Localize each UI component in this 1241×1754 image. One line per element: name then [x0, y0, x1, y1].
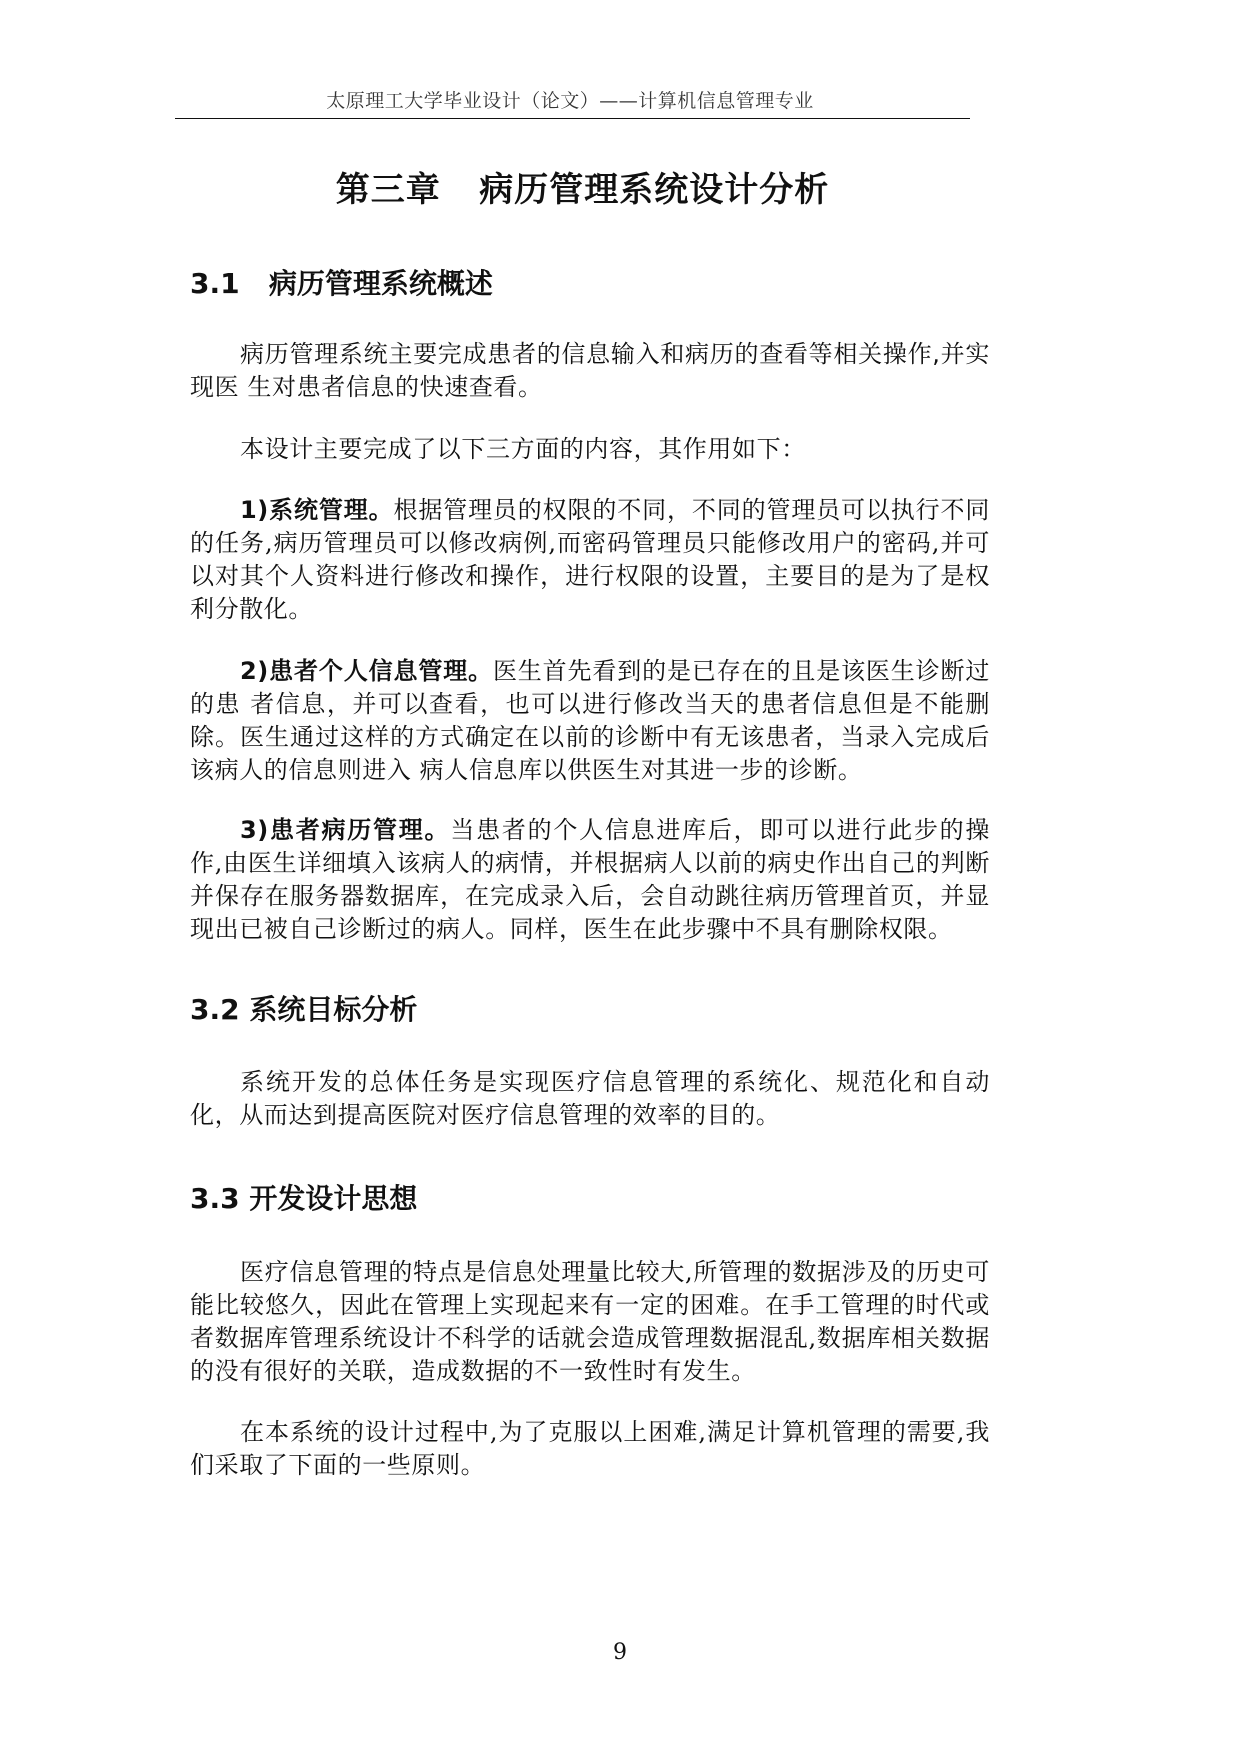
list-item-lead: 1)系统管理。	[240, 496, 394, 524]
header-rule	[175, 118, 970, 119]
running-header: 太原理工大学毕业设计（论文）——计算机信息管理专业	[326, 90, 814, 112]
paragraph-system-goals: 系统开发的总体任务是实现医疗信息管理的系统化、规范化和自动化，从而达到提高医院对医疗信息管理的效率的目的。	[190, 1068, 990, 1129]
list-item-body: 根据管理员的权限的不同，不同的管理员可以执行不同的任务,病历管理员可以修改病例,而密码管理员只能修改用户的密码,并可以对其个人资料进行修改和操作，进行权限的设置，主要目的是为了是权利分散化。	[190, 496, 990, 623]
list-item-medical-record-management	[190, 814, 990, 946]
list-item-system-management	[190, 494, 990, 626]
list-item-lead: 2)患者个人信息管理。	[240, 657, 493, 685]
paragraph-overview-intro: 病历管理系统主要完成患者的信息输入和病历的查看等相关操作,并实现医 生对患者信息的快速查看。	[190, 340, 990, 401]
list-item-body: 医生首先看到的是已存在的且是该医生诊断过的患 者信息，并可以查看，也可以进行修改当天的患者信息但是不能删除。医生通过这样的方式确定在以前的诊断中有无该患者，当录入完成后该病人的信息则进入 病人信息库以供医生对其进一步的诊断。	[190, 657, 990, 784]
chapter-title: 第三章 病历管理系统设计分析	[335, 170, 830, 210]
paragraph-overview-list-intro: 本设计主要完成了以下三方面的内容，其作用如下：	[240, 435, 806, 463]
paragraph-design-idea: 医疗信息管理的特点是信息处理量比较大,所管理的数据涉及的历史可能比较悠久，因此在管理上实现起来有一定的困难。在手工管理的时代或者数据库管理系统设计不科学的话就会造成管理数据混乱,数据库相关数据的没有很好的关联，造成数据的不一致性时有发生。	[190, 1258, 990, 1385]
section-heading-3-3: 3.3 开发设计思想	[190, 1182, 418, 1215]
section-heading-3-2: 3.2 系统目标分析	[190, 993, 418, 1026]
paragraph-design-principles-intro: 在本系统的设计过程中,为了克服以上困难,满足计算机管理的需要,我们采取了下面的一些原则。	[190, 1418, 990, 1479]
list-item-body: 当患者的个人信息进库后，即可以进行此步的操作,由医生详细填入该病人的病情，并根据病人以前的病史作出自己的判断并保存在服务器数据库，在完成录入后，会自动跳往病历管理首页，并显现出已被自己诊断过的病人。同样，医生在此步骤中不具有删除权限。	[190, 816, 990, 943]
page-number: 9	[613, 1640, 627, 1665]
section-heading-3-1: 3.1 病历管理系统概述	[190, 267, 493, 300]
list-item-lead: 3)患者病历管理。	[240, 816, 451, 844]
list-item-patient-info-management	[190, 655, 990, 787]
